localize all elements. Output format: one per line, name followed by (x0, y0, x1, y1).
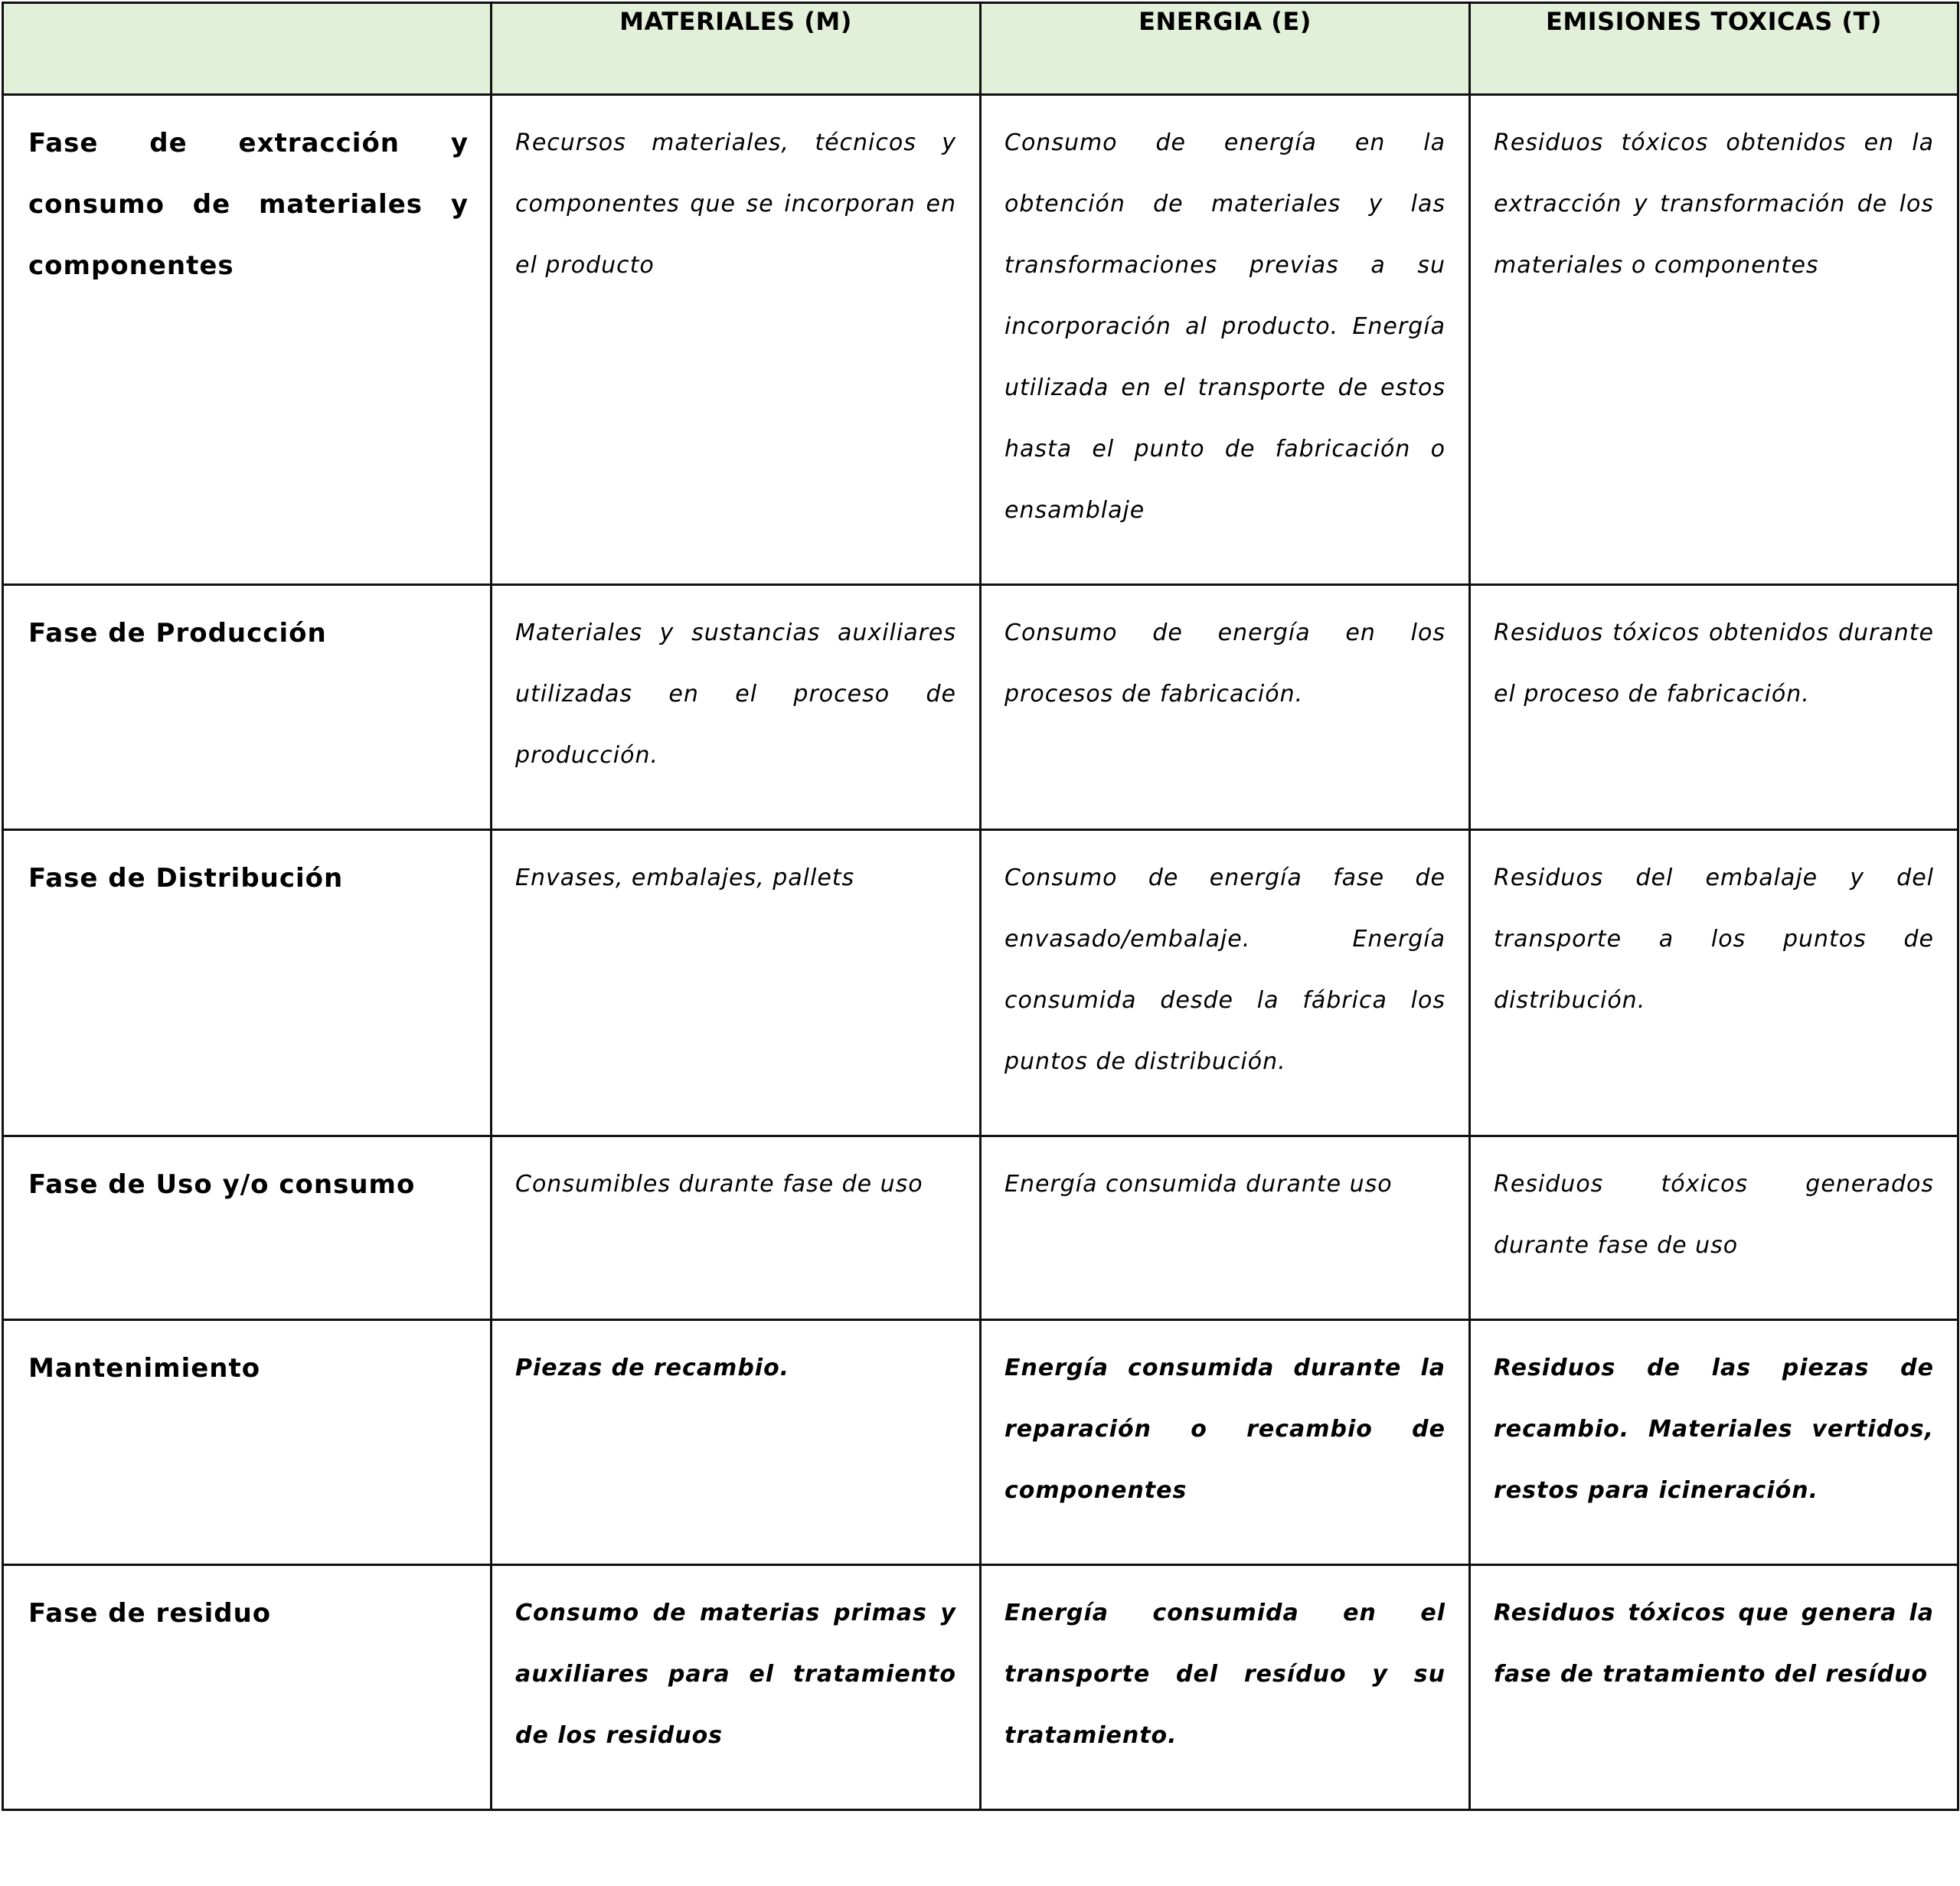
row-phase-label: Fase de Producción (3, 585, 492, 830)
table-row (3, 95, 1958, 585)
energy-cell: Consumo de energía en los procesos de fabricación. (981, 585, 1470, 830)
energy-cell: Consumo de energía en la obtención de materiales y las transformaciones previas a su incorporación al producto. Energía utilizada en el transporte de estos hasta el punto de fabricación o ensamblaje (981, 95, 1470, 585)
row-phase-label: Fase de residuo (3, 1565, 492, 1810)
materials-cell: Piezas de recambio. (492, 1320, 981, 1565)
emissions-cell: Residuos tóxicos obtenidos durante el proceso de fabricación. (1470, 585, 1958, 830)
table-row (3, 1136, 1958, 1320)
materials-cell: Recursos materiales, técnicos y componentes que se incorporan en el producto (492, 95, 981, 585)
emissions-cell: Residuos tóxicos que genera la fase de tratamiento del resíduo (1470, 1565, 1958, 1810)
table-row (3, 1320, 1958, 1565)
table-row (3, 585, 1958, 830)
header-materials: MATERIALES (M) (492, 3, 981, 95)
row-phase-label: Fase de extracción y consumo de materiales y componentes (3, 95, 492, 585)
materials-cell: Envases, embalajes, pallets (492, 830, 981, 1136)
emissions-cell: Residuos del embalaje y del transporte a los puntos de distribución. (1470, 830, 1958, 1136)
table-header-row (3, 3, 1958, 95)
lifecycle-matrix-table (2, 2, 1959, 1811)
row-phase-label: Fase de Distribución (3, 830, 492, 1136)
header-empty-cell (3, 3, 492, 95)
table-row (3, 1565, 1958, 1810)
emissions-cell: Residuos tóxicos generados durante fase de uso (1470, 1136, 1958, 1320)
energy-cell: Energía consumida durante uso (981, 1136, 1470, 1320)
energy-cell: Energía consumida durante la reparación o recambio de componentes (981, 1320, 1470, 1565)
emissions-cell: Residuos tóxicos obtenidos en la extracción y transformación de los materiales o componentes (1470, 95, 1958, 585)
header-energy: ENERGIA (E) (981, 3, 1470, 95)
row-phase-label: Mantenimiento (3, 1320, 492, 1565)
row-phase-label: Fase de Uso y/o consumo (3, 1136, 492, 1320)
energy-cell: Consumo de energía fase de envasado/embalaje. Energía consumida desde la fábrica los puntos de distribución. (981, 830, 1470, 1136)
materials-cell: Materiales y sustancias auxiliares utilizadas en el proceso de producción. (492, 585, 981, 830)
table-row (3, 830, 1958, 1136)
materials-cell: Consumo de materias primas y auxiliares para el tratamiento de los residuos (492, 1565, 981, 1810)
emissions-cell: Residuos de las piezas de recambio. Materiales vertidos, restos para icineración. (1470, 1320, 1958, 1565)
header-toxic-emissions: EMISIONES TOXICAS (T) (1470, 3, 1958, 95)
energy-cell: Energía consumida en el transporte del resíduo y su tratamiento. (981, 1565, 1470, 1810)
materials-cell: Consumibles durante fase de uso (492, 1136, 981, 1320)
